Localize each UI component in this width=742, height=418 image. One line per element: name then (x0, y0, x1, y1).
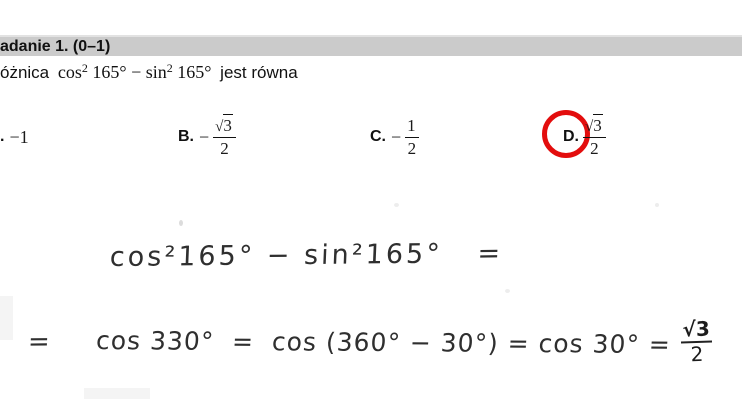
exponent: 2 (81, 61, 88, 75)
scan-speck (394, 203, 399, 207)
radical-sign: √ (585, 118, 594, 135)
scan-speck (655, 203, 659, 207)
answer-c-label: C. (370, 128, 386, 145)
answer-option-c (370, 111, 419, 163)
minus-sign: − (391, 126, 402, 147)
minus-sign: − (199, 126, 210, 147)
handwritten-equals: = (27, 326, 52, 358)
question-text (0, 61, 298, 83)
answer-option-b (178, 111, 236, 163)
scan-smudge (0, 296, 13, 340)
handwritten-line-2 (28, 312, 712, 372)
task-title: adanie 1. (0–1) (0, 38, 111, 55)
exponent: 2 (166, 61, 173, 75)
scan-speck (179, 220, 183, 226)
answer-d-label: D. (563, 128, 579, 145)
answer-b-fraction: $\frac{√3}{2}$ (213, 116, 236, 159)
answer-option-d (563, 111, 606, 163)
answer-a-label: . (0, 128, 5, 145)
radical-sign: √ (681, 317, 697, 342)
task-header-bar (0, 35, 742, 56)
handwritten-line-2-body: cos 330° = cos (360° − 30°) = cos 30° = (95, 325, 672, 359)
radical-sign: √ (215, 118, 224, 135)
answer-option-a (0, 111, 29, 163)
handwritten-result-fraction: $\frac{√3}{2}$ (680, 318, 713, 365)
question-prefix: óżnica (0, 63, 50, 82)
handwritten-line-1: cos²165° − sin²165° = (109, 237, 504, 274)
answer-a-value: −1 (9, 126, 29, 147)
scan-smudge (84, 388, 150, 399)
scan-speck (505, 289, 510, 293)
answer-b-label: B. (178, 128, 194, 145)
answer-d-fraction: $\frac{√3}{2}$ (583, 116, 606, 159)
question-suffix: jest równa (220, 63, 298, 82)
question-math-expression: $\cos^2 165^\circ - \sin^2 165^\circ$ (57, 61, 212, 82)
answer-c-fraction: $\frac{1}{2}$ (405, 116, 419, 158)
